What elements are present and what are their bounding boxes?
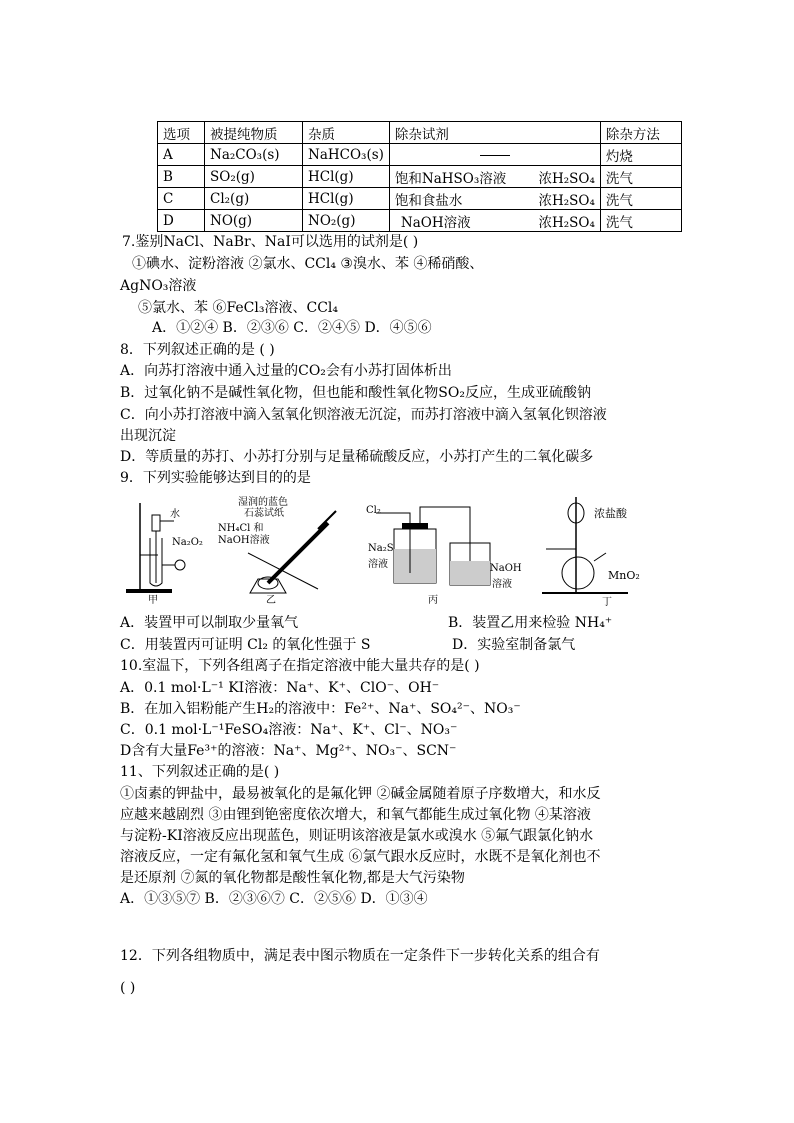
q11-text-1: ①卤素的钾盐中，最易被氧化的是氟化钾 ②碱金属随着原子序数增大，和水反	[120, 786, 601, 802]
table-header: 被提纯物质	[205, 122, 303, 144]
q10-option-c: C．0.1 mol·L⁻¹FeSO₄溶液：Na⁺、K⁺、Cl⁻、NO₃⁻	[120, 722, 458, 738]
table-header: 选项	[158, 122, 205, 144]
table-cell: B	[158, 166, 205, 188]
apparatus-jia-drawing	[122, 493, 212, 603]
label-mno2: MnO₂	[608, 569, 640, 582]
reagent-1: 饱和NaHSO₃溶液	[394, 170, 507, 187]
label-cl2: Cl₂	[366, 505, 381, 516]
label-litmus-1: 湿润的蓝色	[238, 497, 288, 508]
q8-option-a: A．向苏打溶液中通入过量的CO₂会有小苏打固体析出	[120, 363, 452, 379]
q9-stem: 9．下列实验能够达到目的的是	[120, 470, 311, 486]
q10-option-b: B．在加入铝粉能产生H₂的溶液中：Fe²⁺、Na⁺、SO₄²⁻、NO₃⁻	[120, 701, 521, 717]
table-header-row	[158, 122, 682, 144]
table-cell: Cl₂(g)	[205, 188, 303, 210]
caption-yi: 乙	[266, 595, 276, 606]
q7-options: A．①②④ B．②③⑥ C．②④⑤ D．④⑤⑥	[152, 320, 432, 336]
q11-text-2: 应越来越剧烈 ③由锂到铯密度依次增大，和氧气都能生成过氧化物 ④某溶液	[120, 807, 591, 823]
label-conc-hcl: 浓盐酸	[594, 507, 627, 520]
apparatus-bing	[366, 493, 528, 605]
table-cell: NO(g)	[205, 210, 303, 232]
table-cell: A	[158, 144, 205, 166]
q7-stem: 7.鉴别NaCl、NaBr、NaI可以选用的试剂是( )	[122, 234, 419, 250]
q9-option-c: C．用装置丙可证明 Cl₂ 的氧化性强于 S	[120, 637, 371, 653]
q7-choices-2: AgNO₃溶液	[120, 278, 197, 294]
table-row	[158, 188, 682, 210]
table-header: 除杂试剂	[389, 122, 600, 144]
q8-option-c-cont: 出现沉淀	[120, 428, 176, 444]
q10-stem: 10.室温下，下列各组离子在指定溶液中能大量共存的是( )	[120, 658, 480, 674]
q7-choices-1: ①碘水、淀粉溶液 ②氯水、CCl₄ ③溴水、苯 ④稀硝酸、	[132, 256, 484, 272]
purification-table	[157, 121, 682, 232]
label-naoh-2: 溶液	[492, 579, 512, 590]
table-header: 除杂方法	[600, 122, 681, 144]
table-cell	[389, 144, 600, 166]
q10-option-d: D含有大量Fe³⁺的溶液：Na⁺、Mg²⁺、NO₃⁻、SCN⁻	[120, 743, 457, 759]
table-cell: C	[158, 188, 205, 210]
table-header: 杂质	[303, 122, 390, 144]
q11-text-4: 溶液反应，一定有氟化氢和氧气生成 ⑥氯气跟水反应时，水既不是氧化剂也不	[120, 849, 601, 865]
reagent-2: 浓H₂SO₄	[538, 170, 595, 187]
table-cell: Na₂CO₃(s)	[205, 144, 303, 166]
q9-option-a: A．装置甲可以制取少量氧气	[120, 615, 299, 631]
caption-jia: 甲	[148, 595, 158, 606]
reagent-1: NaOH溶液	[400, 214, 471, 231]
q8-stem: 8．下列叙述正确的是 ( )	[120, 342, 275, 358]
label-na2s-2: 溶液	[368, 559, 388, 570]
label-litmus-2: 石蕊试纸	[244, 508, 284, 519]
table-row	[158, 144, 682, 166]
table-cell: NO₂(g)	[303, 210, 390, 232]
table-cell: 灼烧	[600, 144, 681, 166]
table-cell	[389, 188, 600, 210]
q8-option-d: D．等质量的苏打、小苏打分别与足量稀硫酸反应，小苏打产生的二氧化碳多	[120, 449, 594, 465]
dash-line	[480, 155, 510, 156]
q10-option-a: A．0.1 mol·L⁻¹ KI溶液：Na⁺、K⁺、ClO⁻、OH⁻	[120, 680, 440, 696]
table-cell	[389, 210, 600, 232]
q8-option-c: C．向小苏打溶液中滴入氢氧化钡溶液无沉淀，而苏打溶液中滴入氢氧化钡溶液	[120, 407, 607, 423]
q11-stem: 11、下列叙述正确的是( )	[120, 764, 280, 780]
reagent-2: 浓H₂SO₄	[538, 214, 595, 231]
caption-ding: 丁	[602, 597, 612, 608]
table-cell: 洗气	[600, 188, 681, 210]
table-row	[158, 166, 682, 188]
apparatus-jia	[122, 493, 212, 606]
q11-options: A．①③⑤⑦ B．②③⑥⑦ C．②⑤⑥ D．①③④	[120, 891, 428, 907]
table-cell: HCl(g)	[303, 188, 390, 210]
q12-answer-blank: ( )	[120, 980, 136, 996]
q9-option-b: B．装置乙用来检验 NH₄⁺	[448, 615, 613, 631]
q11-text-5: 是还原剂 ⑦氮的氧化物都是酸性氧化物,都是大气污染物	[120, 870, 465, 886]
caption-bing: 丙	[428, 595, 438, 606]
q11-text-3: 与淀粉-KI溶液反应出现蓝色，则证明该溶液是氯水或溴水 ⑤氟气跟氯化钠水	[120, 828, 594, 844]
table-cell: D	[158, 210, 205, 232]
reagent-1: 饱和食盐水	[394, 192, 463, 209]
q9-option-d: D．实验室制备氯气	[452, 637, 576, 653]
reagent-2: 浓H₂SO₄	[538, 192, 595, 209]
apparatus-ding-drawing	[532, 493, 652, 605]
table-cell: NaHCO₃(s)	[303, 144, 390, 166]
table-cell: SO₂(g)	[205, 166, 303, 188]
q8-option-b: B．过氧化钠不是碱性氧化物，但也能和酸性氧化物SO₂反应，生成亚硫酸钠	[120, 385, 591, 401]
label-salt-2: NaOH溶液	[218, 535, 270, 546]
label-na2o2: Na₂O₂	[172, 537, 203, 548]
apparatus-yi	[218, 493, 348, 606]
table-cell: HCl(g)	[303, 166, 390, 188]
label-water: 水	[170, 509, 180, 520]
label-salt-1: NH₄Cl 和	[218, 523, 264, 534]
q12-stem: 12．下列各组物质中，满足表中图示物质在一定条件下一步转化关系的组合有	[120, 948, 600, 964]
label-na2s-1: Na₂S	[368, 543, 394, 554]
table-row	[158, 210, 682, 232]
table-cell: 洗气	[600, 210, 681, 232]
table-cell: 洗气	[600, 166, 681, 188]
label-naoh-1: NaOH	[490, 563, 522, 574]
table-cell	[389, 166, 600, 188]
q7-choices-3: ⑤氯水、苯 ⑥FeCl₃溶液、CCl₄	[138, 300, 338, 316]
apparatus-ding	[532, 493, 652, 608]
